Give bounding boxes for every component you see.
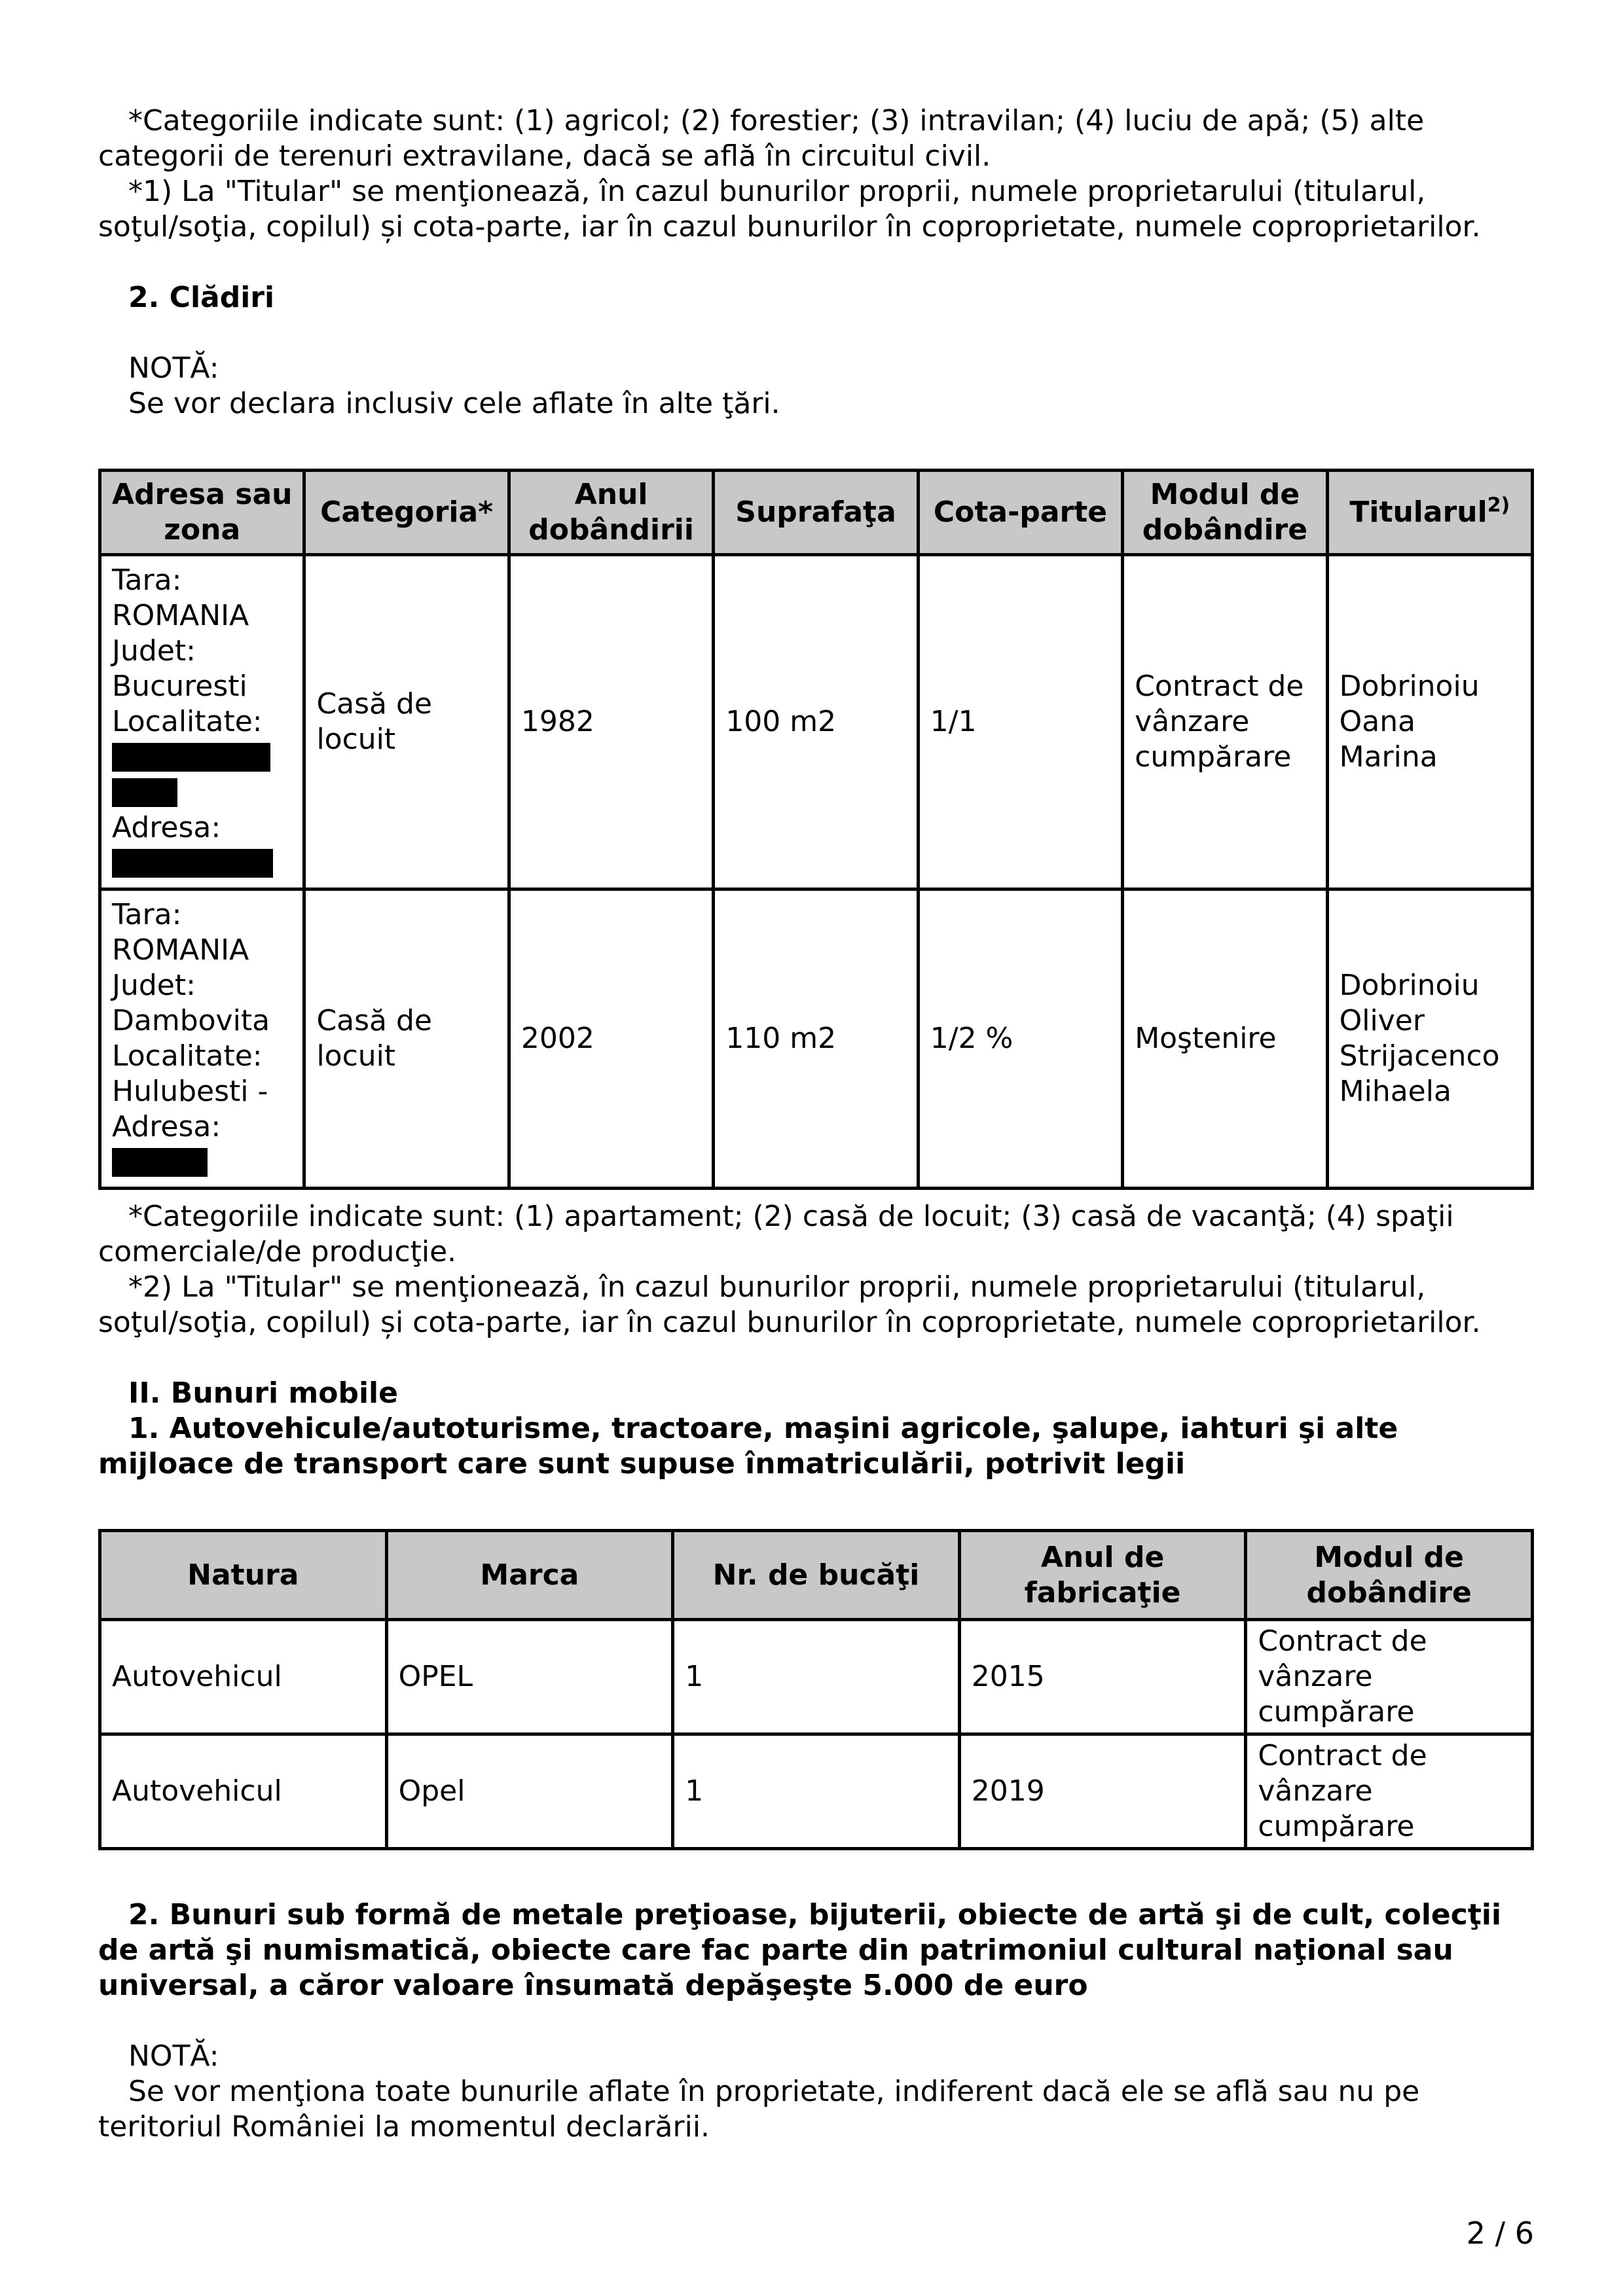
page-content bbox=[98, 103, 1534, 2145]
cell-nr: 1 bbox=[673, 1620, 960, 1734]
addr-line: Judet: bbox=[112, 969, 196, 1002]
addr-line: Adresa: bbox=[112, 811, 221, 844]
col-cota: Cota-parte bbox=[918, 471, 1122, 555]
metale-nota-text: Se vor menţiona toate bunurile aflate în proprietate, indiferent dacă ele se află sau nu pe teritoriul României la momentul declarării. bbox=[98, 2075, 1420, 2144]
cell-natura: Autovehicul bbox=[100, 1734, 387, 1849]
cladiri-category-note: *Categoriile indicate sunt: (1) apartament; (2) casă de locuit; (3) casă de vacanţă; (4) spaţii comerciale/de producţie. bbox=[98, 1200, 1454, 1268]
addr-line: Tara: bbox=[112, 564, 182, 597]
cell-anul: 2019 bbox=[959, 1734, 1246, 1849]
col-nr-bucati: Nr. de bucăţi bbox=[673, 1531, 960, 1620]
terenuri-category-note: *Categoriile indicate sunt: (1) agricol; (2) forestier; (3) intravilan; (4) luciu de apă; (5) alte categorii de terenuri extravilane, dacă se află în circuitul civil. bbox=[98, 104, 1425, 173]
cell-adresa bbox=[100, 555, 304, 889]
col-adresa: Adresa sau zona bbox=[100, 471, 304, 555]
cell-modul: Contract de vânzare cumpărare bbox=[1246, 1620, 1533, 1734]
col-modul: Modul de dobândire bbox=[1123, 471, 1327, 555]
terenuri-titular-note: *1) La "Titular" se menţionează, în cazul bunurilor proprii, numele proprietarului (titularul, soţul/soţia, copilul) și cota-parte, iar în cazul bunurilor în coproprietate, numele coproprietarilor. bbox=[98, 175, 1481, 243]
addr-line: Localitate: bbox=[112, 705, 263, 738]
cell-titular: Dobrinoiu Oliver Strijacenco Mihaela bbox=[1327, 889, 1532, 1189]
cell-natura: Autovehicul bbox=[100, 1620, 387, 1734]
addr-line: ROMANIA bbox=[112, 599, 249, 632]
cell-cota: 1/1 bbox=[918, 555, 1122, 889]
redaction-block bbox=[112, 849, 273, 878]
cell-titular: Dobrinoiu Oana Marina bbox=[1327, 555, 1532, 889]
cell-marca: OPEL bbox=[386, 1620, 673, 1734]
addr-line: Judet: bbox=[112, 634, 196, 668]
cell-nr: 1 bbox=[673, 1734, 960, 1849]
redaction-block bbox=[112, 1148, 208, 1177]
cladiri-nota-text: Se vor declara inclusiv cele aflate în alte ţări. bbox=[128, 387, 780, 420]
col-titular bbox=[1327, 471, 1532, 555]
col-categoria: Categoria* bbox=[304, 471, 509, 555]
cell-marca: Opel bbox=[386, 1734, 673, 1849]
addr-line: Localitate: bbox=[112, 1039, 263, 1073]
autovehicule-heading: 1. Autovehicule/autoturisme, tractoare, maşini agricole, şalupe, iahturi şi alte mijloace de transport care sunt supuse înmatriculării, potrivit legii bbox=[98, 1412, 1398, 1480]
cell-anul: 1982 bbox=[509, 555, 713, 889]
col-natura: Natura bbox=[100, 1531, 387, 1620]
cell-modul: Contract de vânzare cumpărare bbox=[1246, 1734, 1533, 1849]
addr-line: Bucuresti bbox=[112, 670, 247, 703]
metale-nota-label: NOTĂ: bbox=[128, 2039, 219, 2073]
addr-line: Dambovita bbox=[112, 1004, 270, 1037]
autovehicule-header-row bbox=[100, 1531, 1533, 1620]
cell-adresa bbox=[100, 889, 304, 1189]
table-row bbox=[100, 889, 1533, 1189]
metale-pretioase-heading: 2. Bunuri sub formă de metale preţioase, bijuterii, obiecte de artă şi de cult, colecţii de artă şi numismatică, obiecte care fac parte din patrimoniul cultural naţional sau universal, a căror valoare însumată depăşeşte 5.000 de euro bbox=[98, 1898, 1502, 2002]
addr-line: ROMANIA bbox=[112, 933, 249, 967]
cladiri-nota-label: NOTĂ: bbox=[128, 351, 219, 385]
col-titular-label: Titularul bbox=[1349, 495, 1487, 529]
col-anul-fabricatie: Anul de fabricaţie bbox=[959, 1531, 1246, 1620]
col-anul: Anul dobândirii bbox=[509, 471, 713, 555]
cell-modul: Moştenire bbox=[1123, 889, 1327, 1189]
redaction-block bbox=[112, 778, 177, 807]
cell-categoria: Casă de locuit bbox=[304, 889, 509, 1189]
autovehicule-table bbox=[98, 1529, 1534, 1850]
cladiri-heading: 2. Clădiri bbox=[128, 281, 275, 314]
addr-line: Hulubesti - bbox=[112, 1075, 268, 1108]
cladiri-header-row bbox=[100, 471, 1533, 555]
addr-line: Adresa: bbox=[112, 1110, 221, 1143]
col-modul-dobandire: Modul de dobândire bbox=[1246, 1531, 1533, 1620]
cell-suprafata: 100 m2 bbox=[714, 555, 918, 889]
addr-line: Tara: bbox=[112, 898, 182, 931]
col-titular-sup: 2) bbox=[1487, 493, 1510, 517]
cell-anul: 2002 bbox=[509, 889, 713, 1189]
bunuri-mobile-heading: II. Bunuri mobile bbox=[128, 1376, 398, 1410]
cladiri-titular-note: *2) La "Titular" se menţionează, în cazul bunurilor proprii, numele proprietarului (titularul, soţul/soţia, copilul) și cota-parte, iar în cazul bunurilor în coproprietate, numele coproprietarilor. bbox=[98, 1270, 1481, 1339]
cell-anul: 2015 bbox=[959, 1620, 1246, 1734]
table-row bbox=[100, 1734, 1533, 1849]
col-suprafata: Suprafaţa bbox=[714, 471, 918, 555]
page-number: 2 / 6 bbox=[1466, 2215, 1534, 2251]
cell-suprafata: 110 m2 bbox=[714, 889, 918, 1189]
cell-categoria: Casă de locuit bbox=[304, 555, 509, 889]
col-marca: Marca bbox=[386, 1531, 673, 1620]
cell-cota: 1/2 % bbox=[918, 889, 1122, 1189]
cell-modul: Contract de vânzare cumpărare bbox=[1123, 555, 1327, 889]
table-row bbox=[100, 555, 1533, 889]
cladiri-table bbox=[98, 469, 1534, 1190]
table-row bbox=[100, 1620, 1533, 1734]
redaction-block bbox=[112, 743, 270, 772]
